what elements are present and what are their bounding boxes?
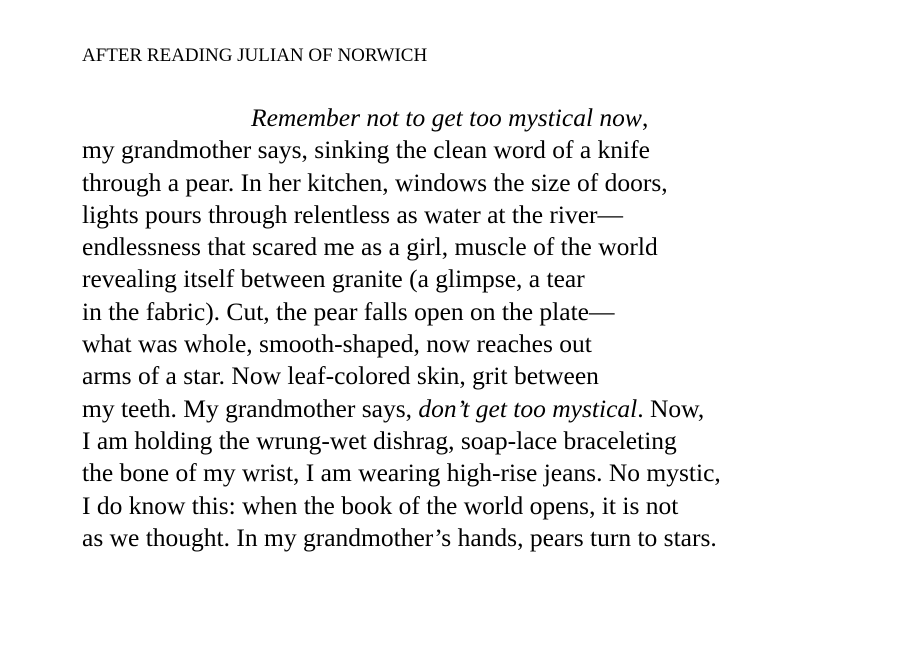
poem-text-segment: through a pear. In her kitchen, windows the size of doors,: [82, 167, 668, 197]
poem-line: [82, 393, 721, 425]
poem-line: [82, 360, 721, 392]
poem-line: [82, 296, 721, 328]
poem-text-segment: in the fabric). Cut, the pear falls open on the plate—: [82, 296, 615, 326]
poem-text-segment: what was whole, smooth-shaped, now reaches out: [82, 329, 592, 359]
poem-line: [82, 263, 721, 295]
poem-text-segment: endlessness that scared me as a girl, muscle of the world: [82, 232, 658, 262]
poem-text-segment: I am holding the wrung-wet dishrag, soap-lace braceleting: [82, 425, 677, 455]
poem-line: [82, 134, 721, 166]
poem-line: [82, 231, 721, 263]
poem-line: [82, 102, 721, 134]
poem-body: [82, 102, 721, 554]
poem-line: [82, 522, 721, 554]
poem-text-segment: the bone of my wrist, I am wearing high-rise jeans. No mystic,: [82, 458, 721, 488]
poem-line: [82, 425, 721, 457]
poem-line: [82, 457, 721, 489]
poem-text-segment: revealing itself between granite (a glimpse, a tear: [82, 264, 585, 294]
poem-text-segment: ,: [641, 103, 649, 132]
poem-text-segment: as we thought. In my grandmother’s hands, pears turn to stars.: [82, 522, 717, 552]
poem-line: [82, 490, 721, 522]
poem-line: [82, 167, 721, 199]
poem-title: AFTER READING JULIAN OF NORWICH: [82, 45, 428, 66]
poem-text-segment: my grandmother says, sinking the clean word of a knife: [82, 135, 650, 165]
poem-line: [82, 328, 721, 360]
poem-italic-phrase: Remember not to get too mystical now: [251, 103, 642, 132]
poem-text-segment: my teeth. My grandmother says,: [82, 393, 419, 423]
poem-text-segment: lights pours through relentless as water at the river—: [82, 199, 624, 229]
poem-text-segment: arms of a star. Now leaf-colored skin, grit between: [82, 361, 599, 391]
poem-italic-phrase: don’t get too mystical: [418, 393, 638, 423]
poem-line: [82, 199, 721, 231]
poem-text-segment: I do know this: when the book of the world opens, it is not: [82, 490, 679, 520]
poem-text-segment: . Now,: [637, 393, 705, 423]
